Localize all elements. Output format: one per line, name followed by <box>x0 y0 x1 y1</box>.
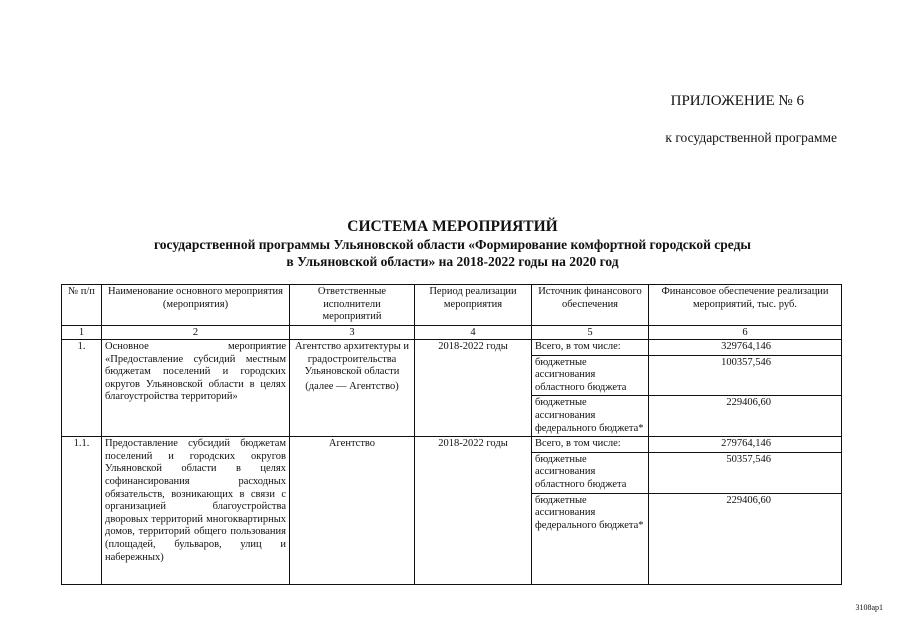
row-number: 1.1. <box>62 437 102 584</box>
header-finance: Финансовое обеспечение реализации мероприятий, тыс. руб. <box>649 285 842 326</box>
executor-name: Агентство <box>328 438 376 450</box>
table-header-row <box>62 285 842 326</box>
measure-executor <box>290 437 415 584</box>
finance-value: 100357,546 <box>649 355 842 396</box>
header-source: Источник финансового обеспечения <box>532 285 649 326</box>
measure-executor <box>290 340 415 437</box>
appendix-subtitle: к государственной программе <box>665 130 837 145</box>
source-label: бюджетные ассигнования областного бюджета <box>532 355 649 396</box>
source-label: бюджетные ассигнования федерального бюджета* <box>532 493 649 584</box>
header-executors: Ответственные исполнители мероприятий <box>290 285 415 326</box>
column-number: 6 <box>649 326 842 340</box>
table-row <box>62 340 842 356</box>
finance-value: 229406,60 <box>649 396 842 437</box>
measure-name: Основное мероприятие «Предоставление субсидий местным бюджетам поселений и городских округов Ульяновской области в целях благоустройства территорий» <box>102 340 290 437</box>
source-label: Всего, в том числе: <box>532 340 649 356</box>
source-label: бюджетные ассигнования областного бюджета <box>532 452 649 493</box>
measure-period: 2018-2022 годы <box>415 340 532 437</box>
source-label: Всего, в том числе: <box>532 437 649 453</box>
column-number: 3 <box>290 326 415 340</box>
row-number: 1. <box>62 340 102 437</box>
finance-value: 229406,60 <box>649 493 842 584</box>
document-code: 3108ар1 <box>855 603 883 612</box>
source-label: бюджетные ассигнования федерального бюджета* <box>532 396 649 437</box>
finance-value: 50357,546 <box>649 452 842 493</box>
executor-note: (далее — Агентство) <box>305 380 399 392</box>
column-number-row <box>62 326 842 340</box>
measures-table <box>61 284 842 585</box>
column-number: 2 <box>102 326 290 340</box>
document-title <box>0 217 905 270</box>
executor-name: Агентство архитектуры и градостроительства Ульяновской области <box>295 341 409 378</box>
title-line-2: государственной программы Ульяновской области «Формирование комфортной городской среды <box>154 237 751 252</box>
title-line-3: в Ульяновской области» на 2018-2022 годы на 2020 год <box>286 254 619 269</box>
measure-period: 2018-2022 годы <box>415 437 532 584</box>
table-row <box>62 437 842 453</box>
appendix-label: ПРИЛОЖЕНИЕ № 6 <box>670 93 804 109</box>
finance-value: 329764,146 <box>649 340 842 356</box>
column-number: 1 <box>62 326 102 340</box>
title-line-1: СИСТЕМА МЕРОПРИЯТИЙ <box>347 218 558 235</box>
header-num: № п/п <box>62 285 102 326</box>
header-name: Наименование основного мероприятия (мероприятия) <box>102 285 290 326</box>
measure-name: Предоставление субсидий бюджетам поселений и городских округов Ульяновской области в целях софинансирования расходных обязательств, возникающих в связи с организацией благоустройства дворовых территорий многоквартирных домов, территорий общего пользования (площадей, бульваров, улиц и набережных) <box>102 437 290 584</box>
finance-value: 279764,146 <box>649 437 842 453</box>
header-period: Период реализации мероприятия <box>415 285 532 326</box>
column-number: 5 <box>532 326 649 340</box>
column-number: 4 <box>415 326 532 340</box>
